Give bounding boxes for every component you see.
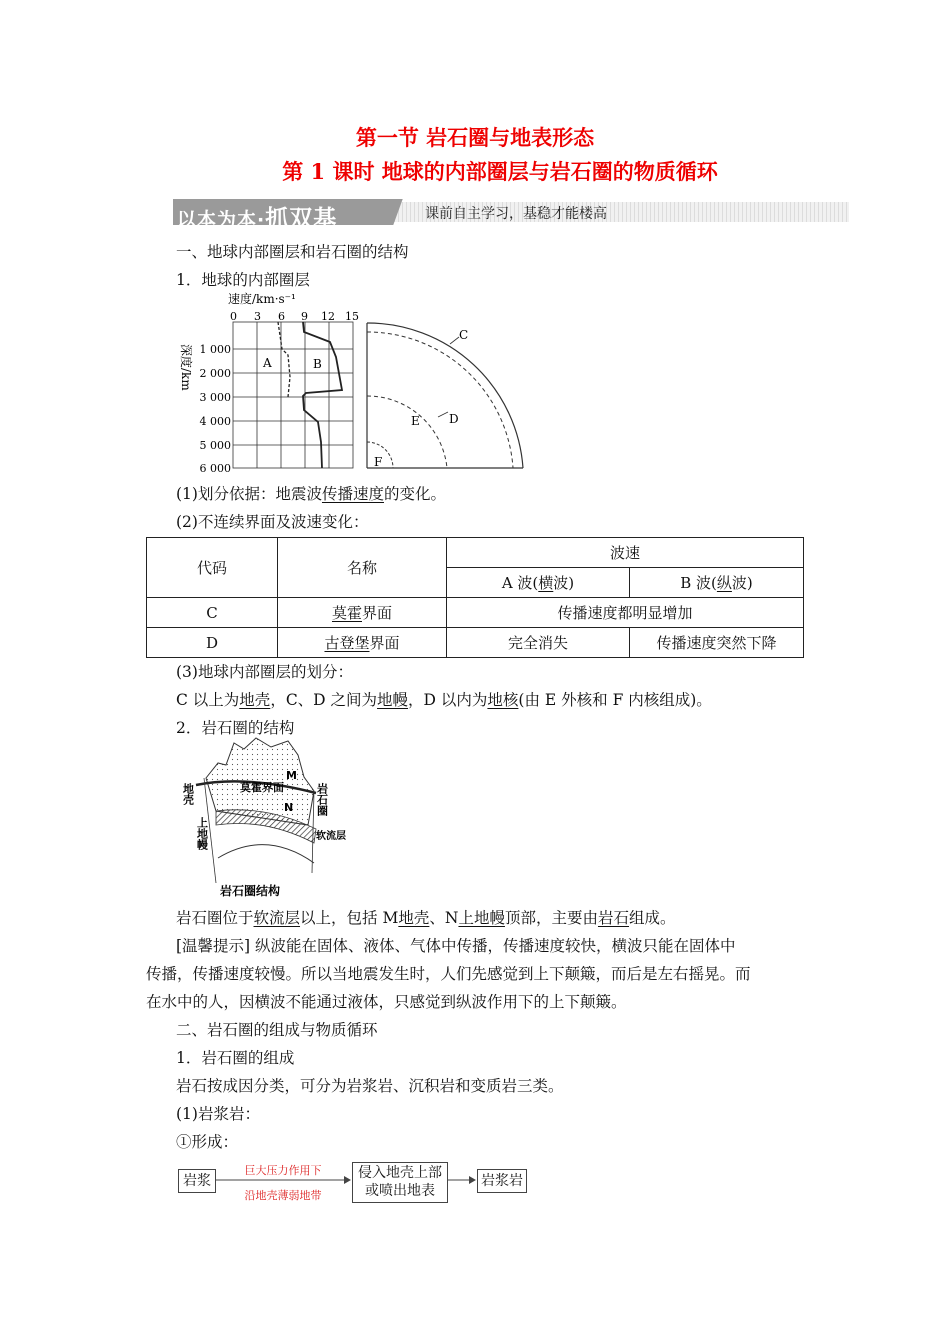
label-b: B	[313, 357, 322, 371]
th-b-wave: B 波(纵波)	[630, 568, 804, 598]
label-d: D	[449, 412, 459, 426]
part2-sub1: 1．岩石圈的组成	[176, 1049, 295, 1067]
flow-arrow-1	[216, 1175, 352, 1185]
table-row: C 莫霍界面 传播速度都明显增加	[147, 598, 804, 628]
flow-arrow-bottom-label: 沿地壳薄弱地带	[244, 1189, 322, 1202]
th-name: 名称	[278, 538, 447, 598]
lesson-title: 第 1 课时 地球的内部圈层与岩石圈的物质循环	[282, 159, 718, 184]
part2-heading: 二、岩石圈的组成与物质循环	[176, 1021, 378, 1039]
xtick-9: 9	[301, 310, 308, 323]
division-text: C 以上为地壳，C、D 之间为地幔，D 以内为地核(由 E 外核和 F 内核组成)。	[176, 691, 712, 709]
section-title: 第一节 岩石圈与地表形态	[355, 125, 595, 150]
boundary-table	[146, 537, 804, 658]
ytick-4000: 4 000	[199, 415, 231, 428]
chart-ylabel: 深度/km	[179, 344, 193, 391]
igneous-heading: (1)岩浆岩：	[176, 1105, 260, 1123]
tip-line-2: 传播，传播速度较慢。所以当地震发生时，人们先感觉到上下颠簸，而后是左右摇晃。而	[146, 965, 751, 983]
b-wave-curve	[303, 322, 342, 468]
ytick-1000: 1 000	[199, 343, 231, 356]
chart-xlabel: 速度/km·s⁻¹	[228, 292, 296, 306]
banner-label: 以本为本·抓双基	[177, 206, 338, 232]
lithosphere-label: 岩石圈	[315, 783, 329, 816]
moho-arc	[367, 332, 513, 468]
chart-xticks	[230, 310, 359, 323]
rock-classification: 岩石按成因分类，可分为岩浆岩、沉积岩和变质岩三类。	[176, 1077, 564, 1095]
ytick-6000: 6 000	[199, 462, 231, 475]
ytick-5000: 5 000	[199, 439, 231, 452]
banner-subtitle: 课前自主学习，基稳才能楼高	[425, 206, 607, 222]
xtick-0: 0	[230, 310, 237, 323]
seismic-wave-chart	[170, 292, 530, 477]
part1-heading: 一、地球内部圈层和岩石圈的结构	[176, 243, 409, 261]
ytick-2000: 2 000	[199, 367, 231, 380]
boundary-title: (2)不连续界面及波速变化：	[176, 513, 369, 531]
xtick-6: 6	[278, 310, 285, 323]
upper-mantle-label: 上地幔	[195, 817, 209, 850]
formation-label: ①形成：	[176, 1133, 239, 1151]
chart-yticks	[200, 343, 232, 475]
asthenosphere-label: 软流层	[316, 831, 346, 842]
n-label: N	[284, 801, 294, 814]
m-label: M	[286, 769, 297, 782]
flow-arrow-top-label: 巨大压力作用下	[244, 1164, 322, 1177]
tip-line-3: 在水中的人，因横波不能通过液体，只感觉到纵波作用下的上下颠簸。	[146, 993, 627, 1011]
table-row: D 古登堡界面 完全消失 传播速度突然下降	[147, 628, 804, 658]
label-c: C	[459, 328, 469, 342]
ytick-3000: 3 000	[199, 391, 231, 404]
lithosphere-text: 岩石圈位于软流层以上，包括 M地壳、N上地幔顶部，主要由岩石组成。	[176, 909, 676, 927]
flow-arrow-2	[448, 1175, 476, 1185]
part1-sub1: 1．地球的内部圈层	[176, 271, 310, 289]
xtick-3: 3	[254, 310, 261, 323]
label-a: A	[263, 356, 272, 370]
th-code: 代码	[147, 538, 278, 598]
xtick-12: 12	[321, 310, 335, 323]
flow-box-magma: 岩浆	[178, 1169, 216, 1193]
label-f: F	[374, 455, 383, 469]
crust-label: 地壳	[181, 783, 195, 805]
label-e: E	[411, 414, 420, 428]
a-wave-curve	[278, 322, 290, 397]
th-a-wave: A 波(横波)	[447, 568, 630, 598]
th-speed: 波速	[447, 538, 804, 568]
xtick-15: 15	[345, 310, 359, 323]
section-banner	[173, 199, 849, 232]
figure-caption: 岩石圈结构	[220, 884, 281, 898]
lithosphere-figure	[176, 733, 346, 901]
division-basis: (1)划分依据：地震波传播速度的变化。	[176, 485, 446, 503]
earth-quarter-section	[367, 323, 523, 469]
tip-line-1: [温馨提示] 纵波能在固体、液体、气体中传播，传播速度较快，横波只能在固体中	[176, 937, 736, 955]
flow-box-igneous: 岩浆岩	[477, 1169, 527, 1193]
flow-box-intrude: 侵入地壳上部 或喷出地表	[352, 1162, 448, 1203]
division-title: (3)地球内部圈层的划分：	[176, 663, 353, 681]
earth-surface-arc	[367, 323, 523, 468]
part1-sub2: 2．岩石圈的结构	[176, 719, 295, 737]
chart-grid	[233, 322, 353, 468]
moho-label: 莫霍界面	[240, 781, 284, 794]
